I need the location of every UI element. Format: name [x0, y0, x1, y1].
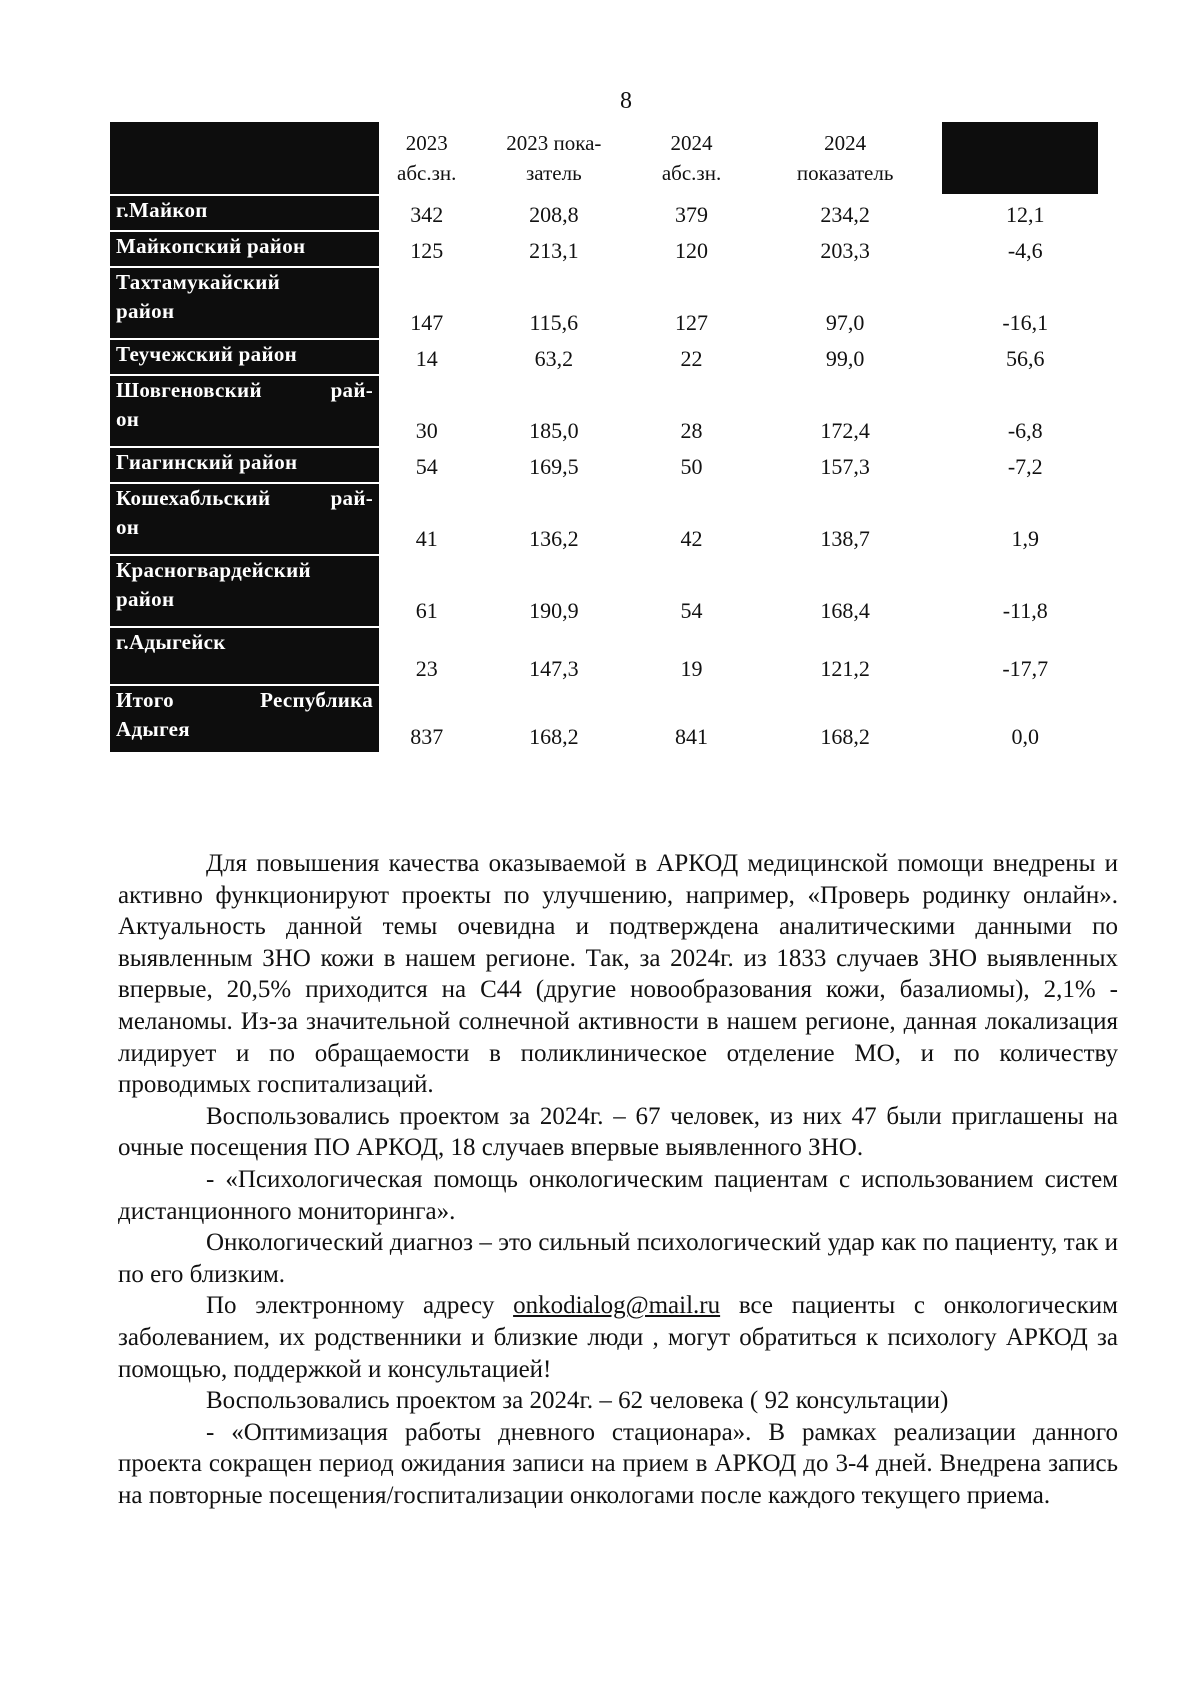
paragraph-psych-project-title: - «Психологическая помощь онкологическим пациентам с использованием систем дистанционного мониторинга». [118, 1165, 1118, 1225]
paragraph-day-hospital: - «Оптимизация работы дневного стационара». В рамках реализации данного проекта сокращен период ожидания записи на прием в АРКОД до 3-4 дней. Внедрена запись на повторные посещения/госпитализации онкологами после каждого текущего приема. [118, 1418, 1118, 1509]
row-value: 30 [415, 418, 438, 443]
row-value: 342 [410, 202, 444, 227]
row-value: 50 [680, 454, 703, 479]
row-value: 63,2 [534, 346, 574, 371]
row-name: Тахтамукайский район [110, 268, 379, 338]
row-name: Итого Республика Адыгея [110, 686, 379, 752]
row-value: 168,2 [820, 724, 870, 749]
row-value: 172,4 [820, 418, 870, 443]
body-text [118, 848, 1118, 1511]
row-name: г.Адыгейск [110, 628, 379, 684]
table-header-row [110, 122, 1110, 194]
row-value: 203,3 [820, 238, 870, 263]
row-value: 42 [680, 526, 703, 551]
row-name: Красногвардейский район [110, 556, 379, 626]
row-value: 136,2 [529, 526, 579, 551]
row-value: 12,1 [1005, 202, 1045, 227]
paragraph-psych-results: Воспользовались проектом за 2024г. – 62 человека ( 92 консультации) [206, 1387, 949, 1415]
header-2023-rate: 2023 пока- затель [506, 131, 602, 185]
row-name: Майкопский район [110, 232, 379, 266]
row-value: 379 [675, 202, 709, 227]
table-body [110, 196, 1110, 752]
table-row [110, 556, 1110, 626]
row-value: 185,0 [529, 418, 579, 443]
row-name: Кошехабльский рай- он [110, 484, 379, 554]
row-value: 115,6 [529, 310, 579, 335]
paragraph-psych-email: По электронному адресу onkodialog@mail.ru все пациенты с онкологическим заболеванием, их родственники и близкие люди , могут обратиться к психологу АРКОД за помощью, поддержкой и консультацией! [118, 1292, 1119, 1383]
row-value: 28 [680, 418, 703, 443]
row-value: 54 [415, 454, 438, 479]
header-2023-abs: 2023 абс.зн. [397, 131, 457, 185]
row-value: 127 [675, 310, 709, 335]
row-name: Гиагинский район [110, 448, 379, 482]
row-value: 147 [410, 310, 444, 335]
row-value: -11,8 [1002, 598, 1048, 623]
paragraph-skin-project-results: Воспользовались проектом за 2024г. – 67 человек, из них 47 были приглашены на очные посещения ПО АРКОД, 18 случаев впервые выявленного ЗНО. [118, 1102, 1118, 1162]
row-value: 1,9 [1011, 526, 1039, 551]
row-value: -16,1 [1002, 310, 1049, 335]
header-redacted-change-column [940, 122, 1110, 194]
row-value: 208,8 [529, 202, 579, 227]
row-value: 168,2 [529, 724, 579, 749]
row-value: 138,7 [820, 526, 870, 551]
row-value: 147,3 [529, 656, 579, 681]
statistics-table [110, 120, 1110, 754]
row-value: 169,5 [529, 454, 579, 479]
row-value: 23 [415, 656, 438, 681]
table-row [110, 232, 1110, 266]
row-value: 56,6 [1005, 346, 1045, 371]
table-row [110, 376, 1110, 446]
row-value: 213,1 [529, 238, 579, 263]
row-value: 121,2 [820, 656, 870, 681]
table-row [110, 196, 1110, 230]
row-value: 120 [675, 238, 709, 263]
row-value: 54 [680, 598, 703, 623]
row-value: 97,0 [825, 310, 865, 335]
page-number: 8 [620, 88, 632, 114]
row-value: 234,2 [820, 202, 870, 227]
table-row [110, 686, 1110, 752]
paragraph-skin-project: Для повышения качества оказываемой в АРКОД медицинской помощи внедрены и активно функционируют проекты по улучшению, например, «Проверь родинку онлайн». Актуальность данной темы очевидна и подтверждена аналитическими данными по выявленным ЗНО кожи в нашем регионе. Так, за 2024г. из 1833 случаев ЗНО выявленных впервые, 20,5% приходится на С44 (другие новообразования кожи, базалиомы), 2,1% - меланомы. Из-за значительной солнечной активности в нашем регионе, данная локализация лидирует и по обращаемости в поликлиническое отделение МО, и по количеству проводимых госпитализаций. [118, 850, 1118, 1099]
table-row [110, 484, 1110, 554]
row-name: г.Майкоп [110, 196, 379, 230]
table-row [110, 448, 1110, 482]
email-link[interactable]: onkodialog@mail.ru [513, 1292, 721, 1320]
header-2024-abs: 2024 абс.зн. [661, 131, 722, 185]
row-value: 157,3 [820, 454, 870, 479]
redaction-block [942, 122, 1098, 194]
table-row [110, 268, 1110, 338]
row-value: 14 [415, 346, 438, 371]
row-value: 0,0 [1011, 724, 1039, 749]
row-value: -17,7 [1002, 656, 1049, 681]
header-2024-rate: 2024 показатель [796, 131, 894, 185]
row-value: 190,9 [529, 598, 579, 623]
row-value: 837 [410, 724, 444, 749]
row-name: Шовгеновский рай- он [110, 376, 379, 446]
row-value: 22 [680, 346, 703, 371]
header-redacted-name-column [110, 122, 379, 194]
row-value: 61 [415, 598, 438, 623]
paragraph-psych-diagnosis: Онкологический диагноз – это сильный психологический удар как по пациенту, так и по его близким. [118, 1229, 1118, 1288]
row-value: 841 [675, 724, 709, 749]
row-value: 99,0 [825, 346, 865, 371]
table-row [110, 628, 1110, 684]
table-row [110, 340, 1110, 374]
row-value: -6,8 [1007, 418, 1043, 443]
row-value: 168,4 [820, 598, 870, 623]
row-value: -4,6 [1007, 238, 1043, 263]
row-name: Теучежский район [110, 340, 379, 374]
row-value: 19 [680, 656, 703, 681]
row-value: 125 [410, 238, 444, 263]
row-value: 41 [415, 526, 438, 551]
row-value: -7,2 [1007, 454, 1043, 479]
